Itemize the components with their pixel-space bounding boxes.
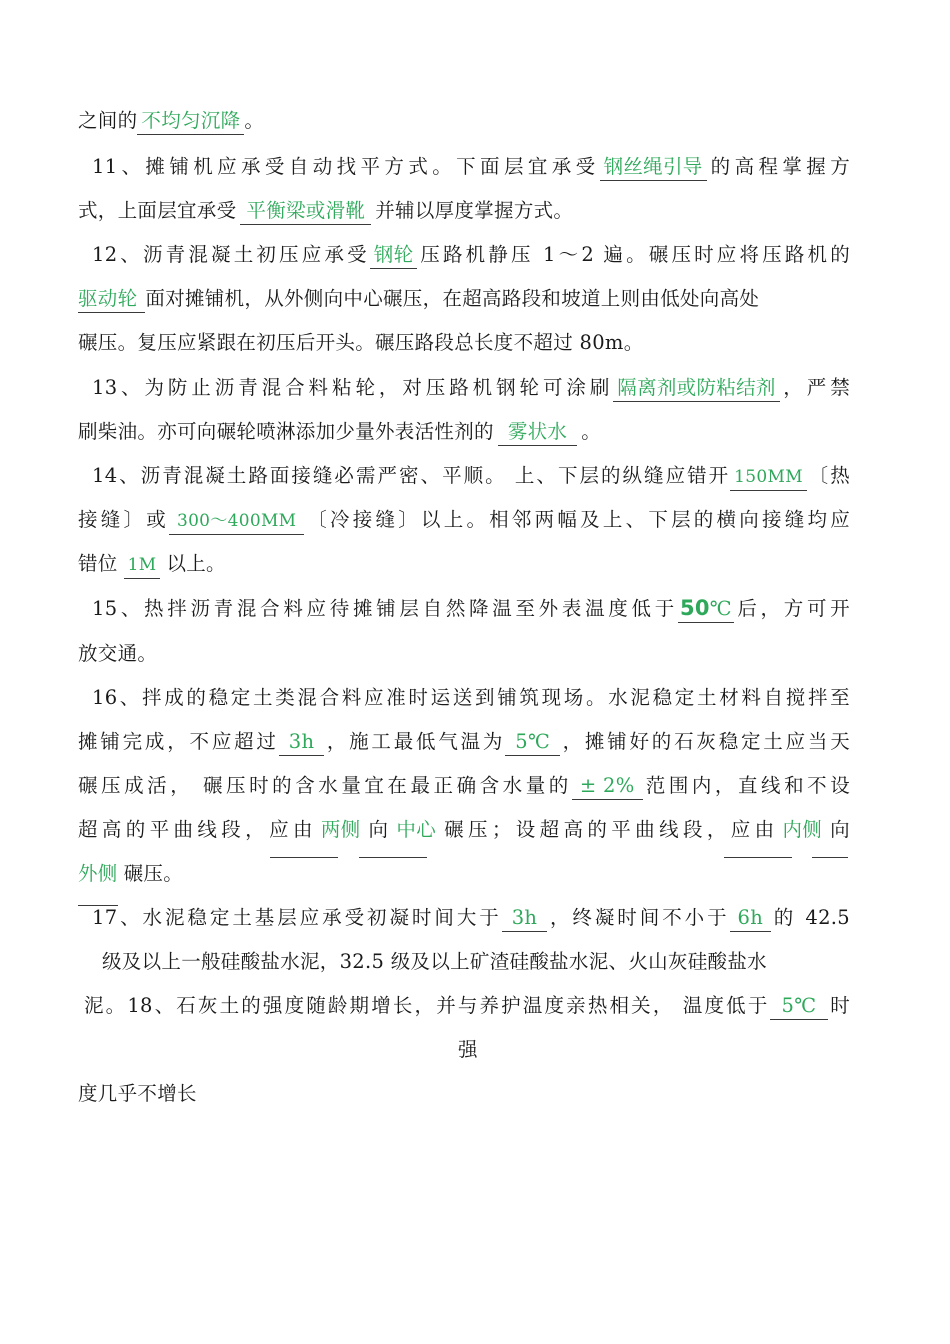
text: ，终凝时间不小于 — [547, 906, 730, 929]
text: 的 42.5 — [771, 906, 850, 929]
text: 后，方可开 — [733, 597, 850, 620]
text: 并辅以厚度掌握方式。 — [375, 199, 574, 222]
text: 刷柴油。亦可向碾轮喷淋添加少量外表活性剂的 — [78, 420, 494, 443]
text: 碾压。 — [123, 862, 184, 885]
text: 17、水泥稳定土基层应承受初凝时间大于 — [92, 906, 502, 929]
item-14-line-1 — [92, 461, 850, 491]
item-11-line-1 — [92, 152, 850, 182]
item-12-line-1 — [92, 240, 850, 270]
item-13-line-1 — [92, 373, 850, 403]
text-line — [78, 106, 850, 136]
text: 〔冷接缝〕以上。相邻两幅及上、下层的横向接缝均应 — [304, 508, 851, 531]
answer-fill: 3h — [502, 905, 548, 932]
text: 碾压。复压应紧跟在初压后开头。碾压路段总长度不超过 80m。 — [78, 331, 644, 354]
text: 泥。18、石灰土的强度随龄期增长，并与养护温度亲热相关， 温度低于 — [84, 994, 770, 1017]
text: 摊铺完成，不应超过 — [78, 730, 279, 753]
answer-fill: 150MM — [730, 464, 807, 491]
item-15-line-2 — [78, 639, 850, 669]
blank-underline — [812, 857, 848, 858]
item-17-line-1 — [92, 903, 850, 933]
item-17-line-2 — [102, 947, 850, 977]
text: 放交通。 — [78, 642, 158, 665]
item-16-line-3 — [78, 771, 850, 801]
answer-fill: 6h — [730, 905, 772, 932]
text: 。 — [244, 109, 265, 132]
answer-fill: 3h — [279, 729, 325, 756]
text: 碾压成活， 碾压时的含水量宜在最正确含水量的 — [78, 774, 572, 797]
text: 。 — [581, 420, 602, 443]
item-16-line-5 — [78, 859, 850, 889]
item-13-line-2 — [78, 417, 850, 447]
text: 面对摊铺机，从外侧向中心碾压，在超高路段和坡道上则由低处向高处 — [145, 287, 760, 310]
item-14-line-3 — [78, 549, 850, 579]
text: 12、沥青混凝土初压应承受 — [92, 243, 370, 266]
text: 式，上面层宜承受 — [78, 199, 237, 222]
text: ，严禁 — [779, 376, 850, 399]
item-18-line-1 — [84, 991, 850, 1021]
answer-fill: 驱动轮 — [78, 286, 145, 313]
answer-fill: 中心 — [396, 818, 437, 841]
answer-fill: ± 2% — [572, 773, 643, 800]
text: 接缝〕或 — [78, 508, 169, 531]
item-12-line-2 — [78, 284, 850, 314]
answer-fill: 平衡梁或滑靴 — [240, 198, 371, 225]
text: 11、摊铺机应承受自动找平方式。下面层宜承受 — [92, 155, 600, 178]
item-14-line-2 — [78, 505, 850, 535]
text: 错位 — [78, 552, 118, 575]
item-16-line-4 — [78, 815, 850, 845]
text: ，施工最低气温为 — [324, 730, 506, 753]
answer-fill-number: 50 — [679, 596, 710, 620]
answer-fill: 隔离剂或防粘结剂 — [613, 375, 779, 402]
blank-underline — [270, 857, 338, 858]
text: 超高的平曲线段，应由 — [78, 818, 317, 841]
text: 级及以上一般硅酸盐水泥，32.5 级及以上矿渣硅酸盐水泥、火山灰硅酸盐水 — [102, 950, 767, 973]
item-16-line-2 — [78, 727, 850, 757]
answer-fill-unit: ℃ — [709, 597, 732, 620]
answer-fill: 外侧 — [78, 862, 118, 885]
text: 碾压；设超高的平曲线段，应由 — [440, 818, 779, 841]
answer-fill: 不均匀沉降 — [137, 108, 244, 135]
item-18-line-2 — [458, 1035, 498, 1065]
item-12-line-3 — [78, 328, 850, 358]
item-15-line-1 — [92, 594, 850, 624]
answer-fill: 300～400MM — [169, 508, 304, 535]
text: ，摊铺好的石灰稳定土应当天 — [560, 730, 851, 753]
text: 度几乎不增长 — [78, 1082, 197, 1105]
text: 15、热拌沥青混合料应待摊铺层自然降温至外表温度低于 — [92, 597, 678, 620]
answer-fill: 两侧 — [320, 818, 361, 841]
blank-underline — [359, 857, 427, 858]
answer-fill: 1M — [124, 552, 161, 579]
item-16-line-1 — [92, 683, 850, 713]
text: 向 — [826, 818, 850, 841]
answer-fill: 雾状水 — [498, 419, 577, 446]
text: 的高程掌握方 — [706, 155, 850, 178]
text: 16、拌成的稳定土类混合料应准时运送到铺筑现场。水泥稳定土材料自搅拌至 — [92, 686, 850, 709]
answer-fill: 内侧 — [782, 818, 823, 841]
item-11-line-2 — [78, 196, 850, 226]
answer-fill: 5℃ — [770, 993, 829, 1020]
text: 之间的 — [78, 109, 138, 132]
text: 14、沥青混凝土路面接缝必需严密、平顺。 上、下层的纵缝应错开 — [92, 464, 731, 487]
text: 时 — [828, 994, 850, 1017]
text: 向 — [364, 818, 393, 841]
text: 〔热 — [806, 464, 850, 487]
text: 13、为防止沥青混合料粘轮，对压路机钢轮可涂刷 — [92, 376, 614, 399]
answer-fill: 钢丝绳引导 — [600, 154, 707, 181]
answer-fill: 钢轮 — [370, 242, 418, 269]
answer-fill: 5℃ — [505, 729, 560, 756]
blank-underline — [724, 857, 792, 858]
text: 压路机静压 1～2 遍。碾压时应将压路机的 — [417, 243, 850, 266]
text: 以上。 — [166, 552, 226, 575]
text: 强 — [458, 1038, 478, 1061]
item-18-line-3 — [78, 1079, 850, 1109]
text: 范围内，直线和不设 — [642, 774, 850, 797]
